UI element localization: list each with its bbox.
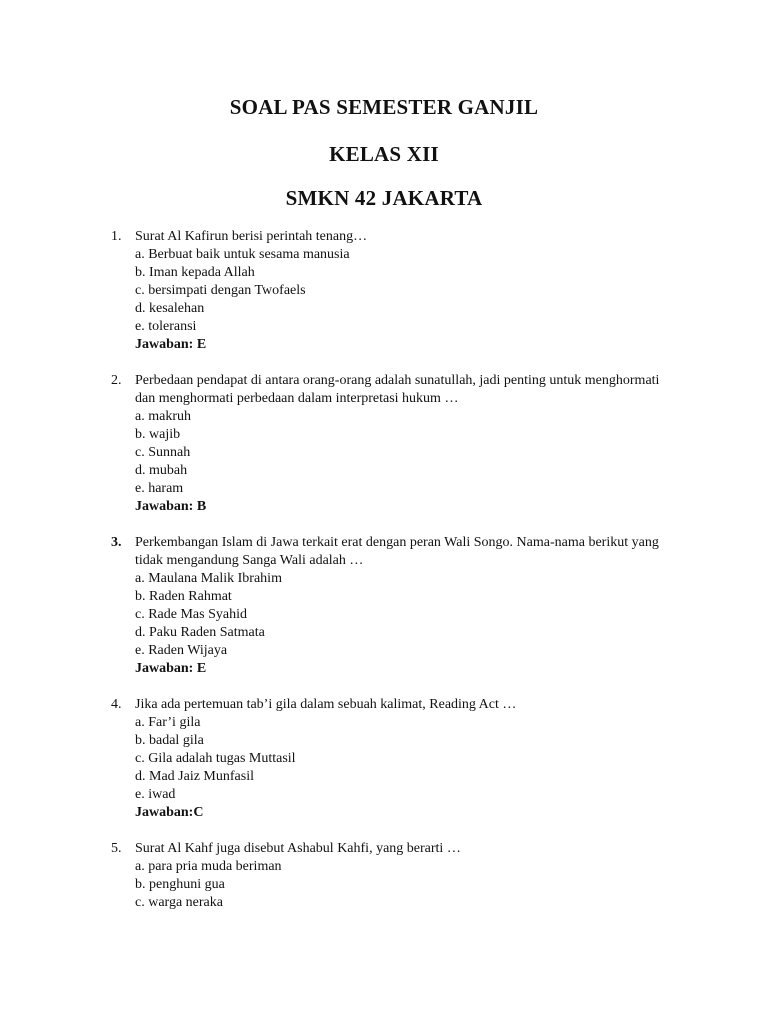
question-number: 2. [111,373,122,388]
question-text: Jika ada pertemuan tab’i gila dalam sebuah kalimat, Reading Act … [135,697,517,712]
option-a: a. Berbuat baik untuk sesama manusia [135,247,350,262]
question-number: 5. [111,841,122,856]
question-text: Surat Al Kahf juga disebut Ashabul Kahfi, yang berarti … [135,841,461,856]
option-a: a. para pria muda beriman [135,859,282,874]
option-a: a. Maulana Malik Ibrahim [135,571,282,586]
answer-key: Jawaban: E [135,661,207,676]
document-title: SOAL PAS SEMESTER GANJIL [229,95,539,119]
option-b: b. penghuni gua [135,877,225,892]
option-d: d. Paku Raden Satmata [135,625,265,640]
option-e: e. iwad [135,787,176,802]
answer-key: Jawaban:C [135,805,204,820]
option-c: c. bersimpati dengan Twofaels [135,283,306,298]
option-b: b. Iman kepada Allah [135,265,255,280]
option-c: c. Sunnah [135,445,191,460]
option-b: b. wajib [135,427,181,442]
question-text: Perkembangan Islam di Jawa terkait erat dengan peran Wali Songo. Nama-nama berikut yang tidak mengandung Sanga Wali adalah … [135,535,659,568]
option-d: d. Mad Jaiz Munfasil [135,769,254,784]
answer-key: Jawaban: E [135,337,207,352]
question-text: Surat Al Kafirun berisi perintah tenang… [135,229,368,244]
question-number: 1. [111,229,122,244]
option-c: c. warga neraka [135,895,223,910]
question-list [0,228,768,930]
option-d: d. mubah [135,463,188,478]
question-text: Perbedaan pendapat di antara orang-orang adalah sunatullah, jadi penting untuk menghormati dan menghormati perbedaan dalam interpretasi hukum … [135,373,660,406]
option-c: c. Gila adalah tugas Muttasil [135,751,296,766]
option-c: c. Rade Mas Syahid [135,607,247,622]
option-e: e. haram [135,481,184,496]
option-e: e. Raden Wijaya [135,643,228,658]
option-d: d. kesalehan [135,301,205,316]
option-b: b. badal gila [135,733,204,748]
question-5 [0,840,768,912]
option-b: b. Raden Rahmat [135,589,232,604]
answer-key: Jawaban: B [135,499,207,514]
school-heading: SMKN 42 JAKARTA [285,186,483,210]
question-4 [0,696,768,822]
question-3 [0,534,768,678]
question-1 [0,228,768,354]
question-number: 3. [111,535,122,550]
option-a: a. Far’i gila [135,715,201,730]
option-a: a. makruh [135,409,191,424]
option-e: e. toleransi [135,319,197,334]
question-number: 4. [111,697,122,712]
question-2 [0,372,768,516]
class-heading: KELAS XII [329,142,439,166]
